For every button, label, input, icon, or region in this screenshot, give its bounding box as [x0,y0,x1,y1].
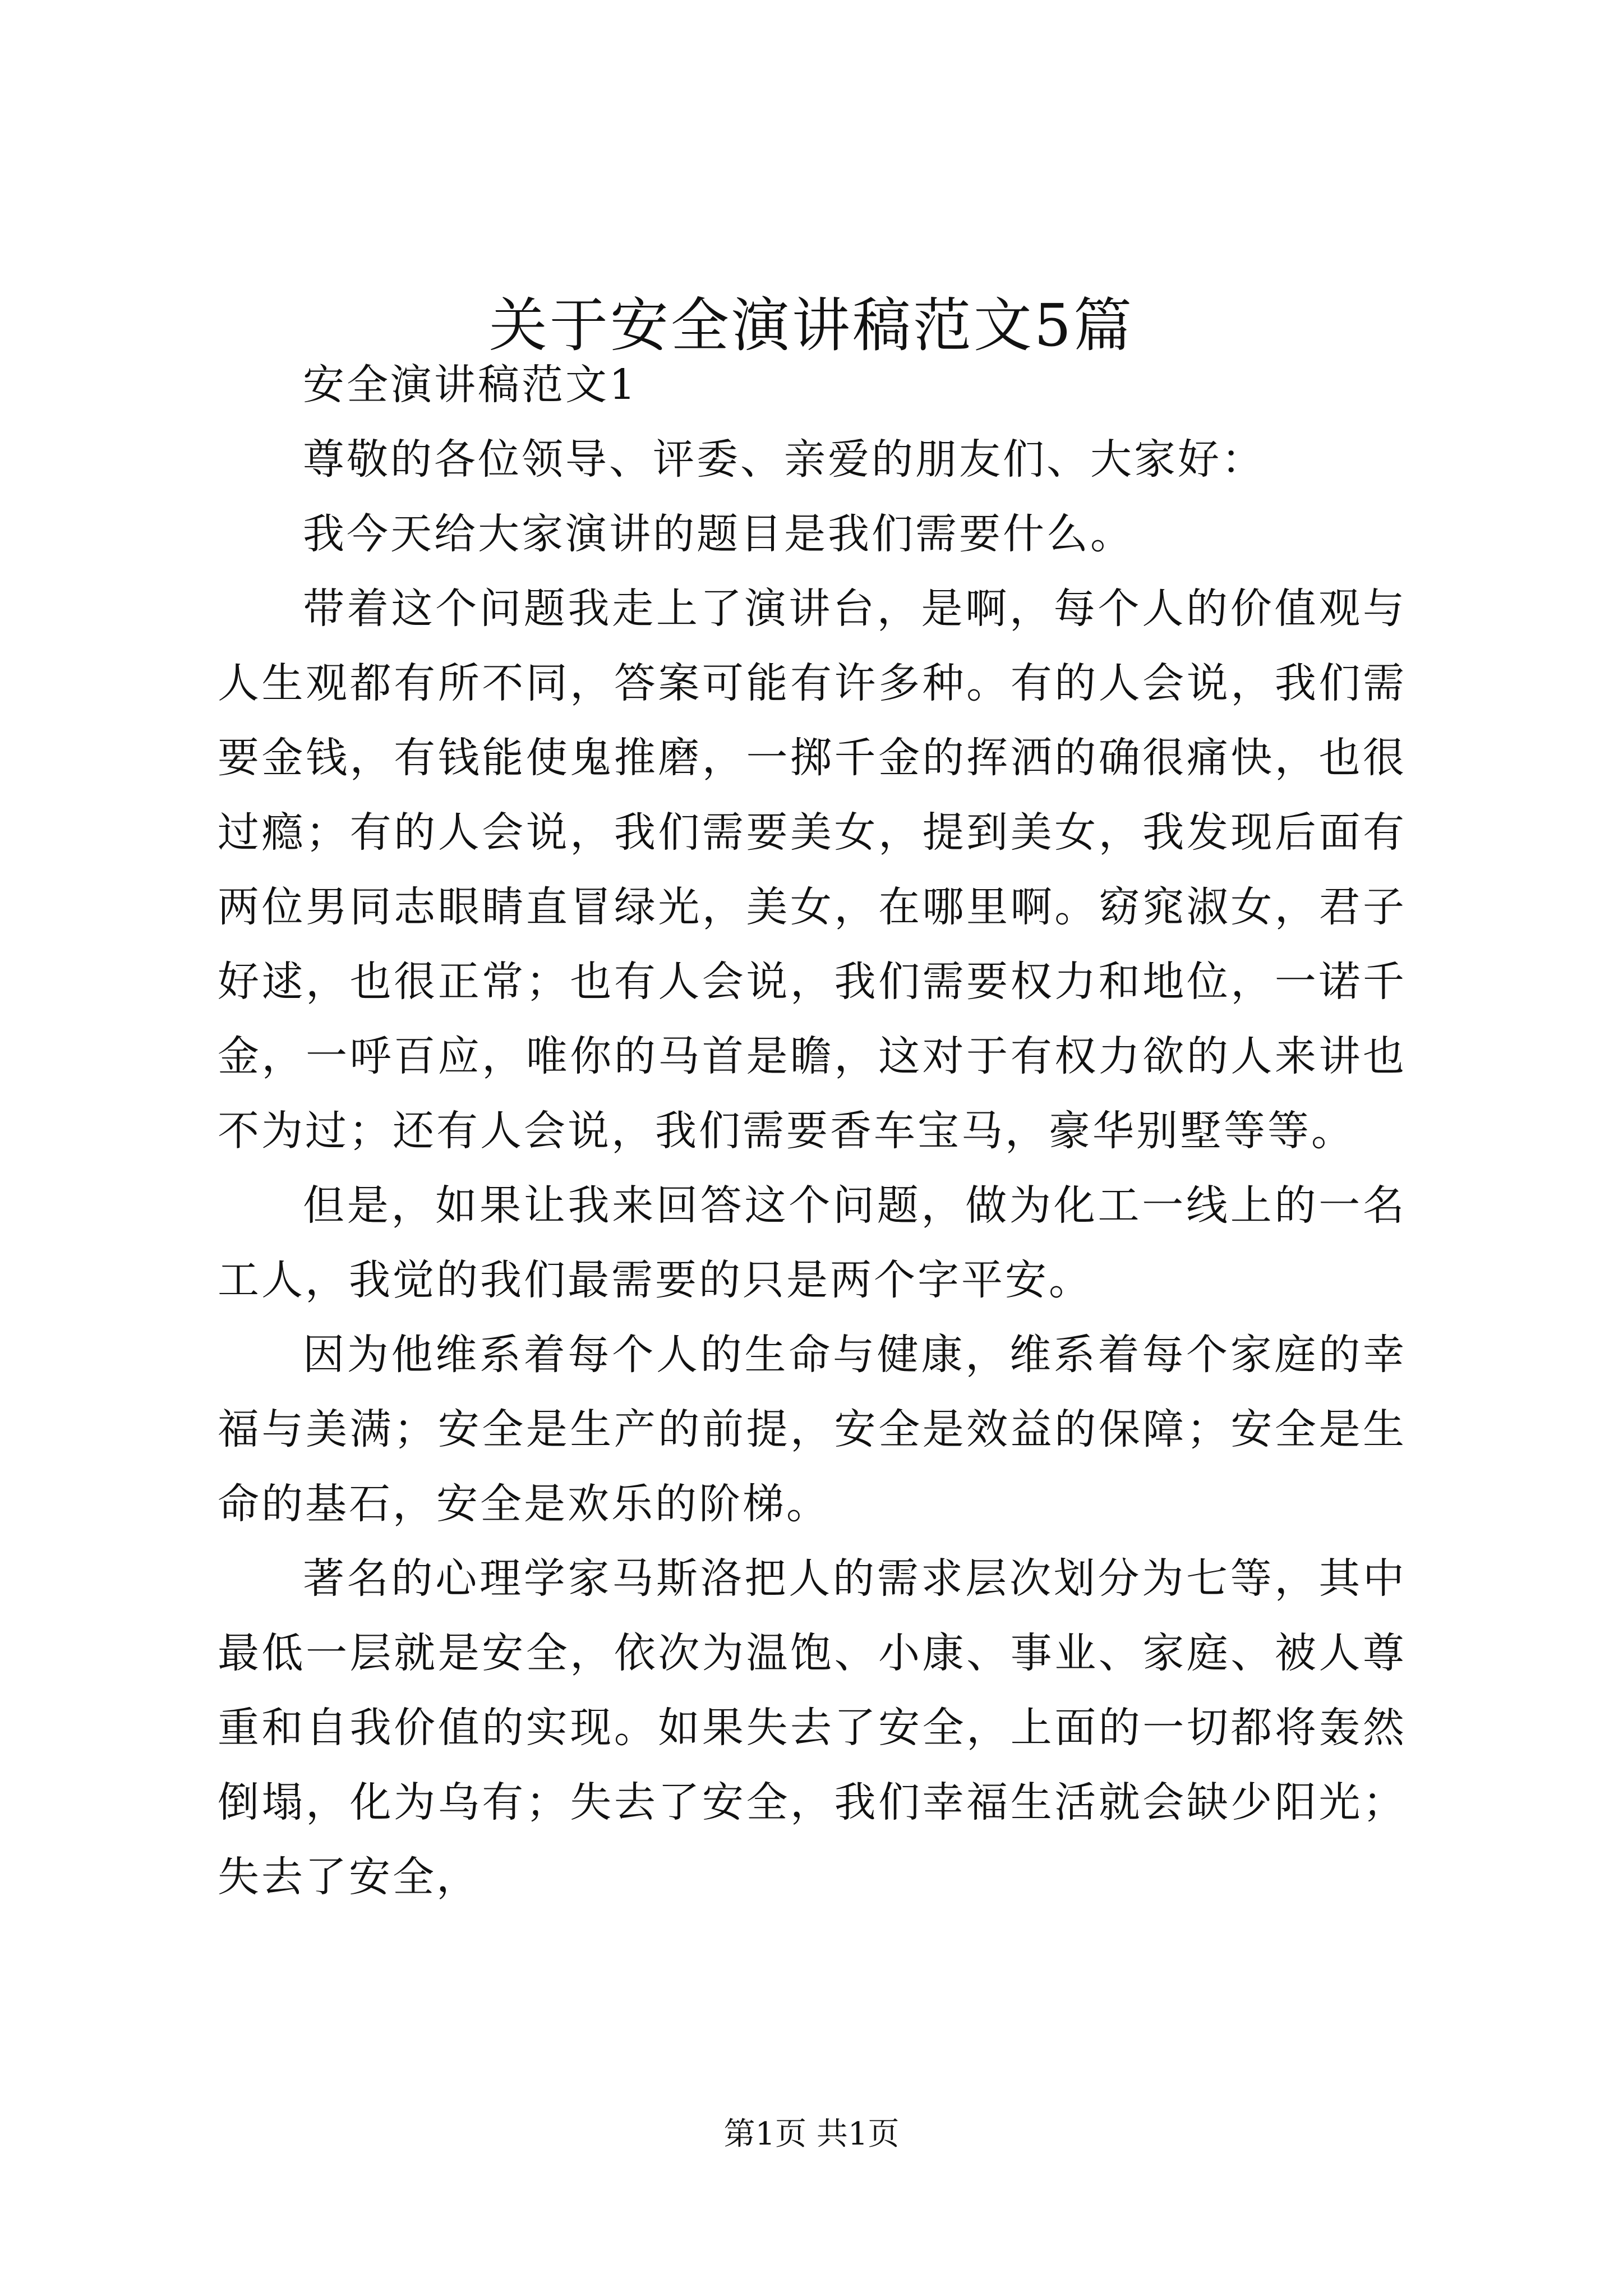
paragraph-body: 著名的心理学家马斯洛把人的需求层次划分为七等，其中最低一层就是安全，依次为温饱、小康、事业、家庭、被人尊重和自我价值的实现。如果失去了安全，上面的一切都将轰然倒塌，化为乌有；失去了安全，我们幸福生活就会缺少阳光；失去了安全， [218,1554,1407,1901]
document-body [218,348,1407,1915]
page-footer: 第1页 共1页 [723,2116,900,2152]
paragraph-topic: 我今天给大家演讲的题目是我们需要什么。 [303,510,1134,558]
paragraph-body: 因为他维系着每个人的生命与健康，维系着每个家庭的幸福与美满；安全是生产的前提，安全是效益的保障；安全是生命的基石，安全是欢乐的阶梯。 [218,1331,1407,1528]
paragraph-greeting: 尊敬的各位领导、评委、亲爱的朋友们、大家好： [303,435,1265,484]
paragraph-body: 但是，如果让我来回答这个问题，做为化工一线上的一名工人，我觉的我们最需要的只是两个字平安。 [218,1181,1407,1304]
document-title: 关于安全演讲稿范文5篇 [488,291,1135,360]
paragraph-heading: 安全演讲稿范文1 [303,361,638,409]
paragraph-body: 带着这个问题我走上了演讲台，是啊，每个人的价值观与人生观都有所不同，答案可能有许多种。有的人会说，我们需要金钱，有钱能使鬼推磨，一掷千金的挥洒的确很痛快，也很过瘾；有的人会说，我们需要美女，提到美女，我发现后面有两位男同志眼睛直冒绿光，美女，在哪里啊。窈窕淑女，君子好逑，也很正常；也有人会说，我们需要权力和地位，一诺千金，一呼百应，唯你的马首是瞻，这对于有权力欲的人来讲也不为过；还有人会说，我们需要香车宝马，豪华别墅等等。 [218,585,1407,1155]
